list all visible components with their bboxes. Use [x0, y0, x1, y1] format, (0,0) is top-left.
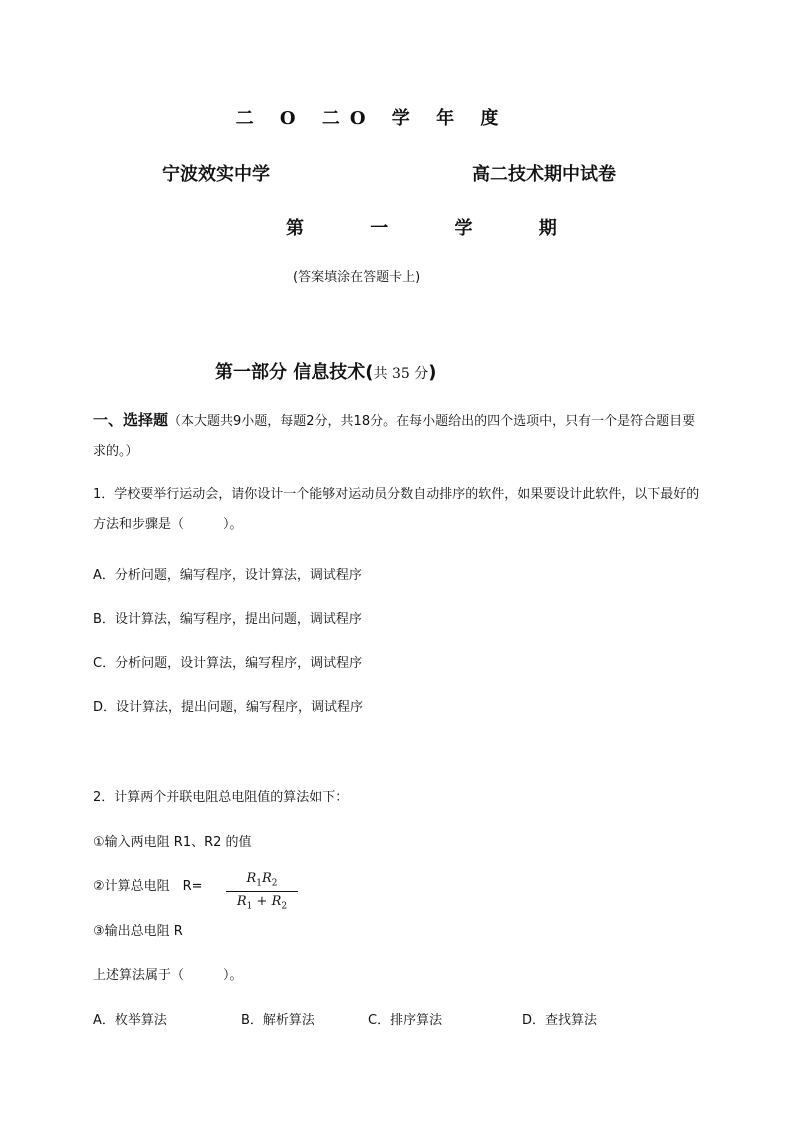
- question-2-question: 上述算法属于（ ）。: [93, 968, 243, 983]
- question-1-stem: 1．学校要举行运动会，请你设计一个能够对运动员分数自动排序的软件，如果要设计此软件，以下最好的方法和步骤是（ ）。: [93, 487, 700, 532]
- part-title-text: 第一部分 信息技术: [215, 362, 366, 383]
- section-instructions: [93, 405, 705, 467]
- question-1-option-d: D．设计算法，提出问题，编写程序，调试程序: [93, 700, 364, 715]
- section-heading: 一、选择题: [93, 411, 169, 429]
- exam-title: 高二技术期中试卷: [472, 164, 616, 185]
- question-1-option-a: A．分析问题，编写程序，设计算法，调试程序: [93, 568, 362, 583]
- question-2-stem: 2．计算两个并联电阻总电阻值的算法如下：: [93, 790, 349, 805]
- part-paren-open: (: [365, 362, 374, 383]
- answer-note: (答案填涂在答题卡上): [293, 270, 421, 285]
- question-1-option-b: B．设计算法，编写程序，提出问题，调试程序: [93, 612, 362, 627]
- part-score: 共 35 分: [373, 366, 429, 382]
- question-2-step-3: ③输出总电阻 R: [93, 924, 183, 939]
- part-paren-close: ): [428, 362, 437, 383]
- question-2-step-1: ①输入两电阻 R1、R2 的值: [93, 835, 252, 850]
- school-name: 宁波效实中学: [162, 164, 270, 185]
- resistance-formula: [226, 871, 298, 911]
- formula-denominator: $R_1 + R_2$: [236, 893, 288, 912]
- question-1-option-c: C．分析问题，设计算法，编写程序，调试程序: [93, 656, 363, 671]
- semester-label: 第 一 学 期: [286, 218, 587, 239]
- section-instructions-text: （本大题共9小题，每题2分，共18分。在每小题给出的四个选项中，只有一个是符合题目要求的。）: [93, 414, 696, 459]
- question-2-option-d: D．查找算法: [522, 1013, 598, 1028]
- question-2-option-b: B．解析算法: [241, 1013, 315, 1028]
- question-2-option-c: C．排序算法: [368, 1013, 443, 1028]
- question-2-step-2: ②计算总电阻 R=: [93, 879, 203, 894]
- question-2-option-a: A．枚举算法: [93, 1013, 167, 1028]
- formula-numerator: $R_1R_2$: [246, 871, 278, 889]
- school-year: 二 O 二O 学 年 度: [235, 108, 509, 129]
- part-title: [215, 358, 436, 384]
